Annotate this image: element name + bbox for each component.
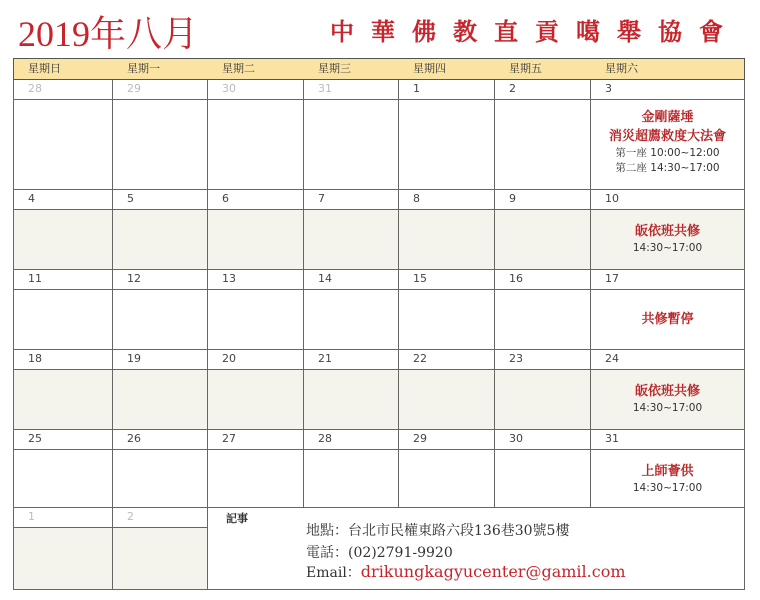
day-cell[interactable] — [207, 190, 303, 270]
day-number: 11 — [28, 272, 42, 285]
calendar-grid — [13, 58, 745, 590]
day-number: 3 — [605, 82, 612, 95]
calendar-header — [0, 0, 760, 56]
day-content — [14, 528, 112, 589]
day-number: 28 — [318, 432, 332, 445]
day-number: 17 — [605, 272, 619, 285]
phone-line — [306, 542, 453, 562]
day-cell[interactable] — [590, 270, 745, 350]
date-row — [399, 350, 494, 370]
date-row — [399, 80, 494, 100]
date-row — [591, 80, 744, 100]
day-cell[interactable] — [112, 270, 207, 350]
month-title: 2019年八月 — [18, 14, 199, 54]
day-content — [14, 450, 112, 507]
day-cell[interactable] — [590, 80, 745, 190]
day-content — [495, 100, 590, 189]
day-cell[interactable] — [207, 80, 303, 190]
weekday-header: 星期四 — [413, 62, 446, 75]
event-time: 14:30~17:00 — [632, 242, 703, 254]
email-label: Email： — [306, 565, 361, 581]
phone-value: (02)2791-9920 — [348, 545, 453, 561]
day-cell[interactable] — [303, 190, 398, 270]
day-content — [399, 100, 494, 189]
event-title: 皈依班共修 — [634, 224, 700, 239]
day-cell[interactable] — [398, 350, 494, 430]
day-content — [208, 100, 303, 189]
date-row — [495, 190, 590, 210]
day-content — [208, 370, 303, 429]
day-content — [495, 290, 590, 349]
day-number: 27 — [222, 432, 236, 445]
day-cell[interactable] — [112, 430, 207, 508]
day-number: 1 — [413, 82, 420, 95]
day-cell[interactable] — [13, 350, 112, 430]
event-time: 14:30~17:00 — [632, 402, 703, 414]
day-content — [495, 210, 590, 269]
date-row — [304, 80, 398, 100]
day-cell[interactable] — [494, 350, 590, 430]
weekday-header: 星期一 — [127, 62, 160, 75]
date-row — [399, 270, 494, 290]
email-link[interactable]: drikungkagyucenter@gamil.com — [360, 562, 626, 581]
day-content — [208, 290, 303, 349]
calendar-event[interactable] — [591, 310, 744, 329]
day-cell[interactable] — [207, 350, 303, 430]
day-content — [304, 290, 398, 349]
day-cell[interactable] — [13, 270, 112, 350]
day-content — [304, 450, 398, 507]
weekday-header-row — [13, 58, 745, 80]
date-row — [495, 80, 590, 100]
day-content — [208, 450, 303, 507]
day-number: 18 — [28, 352, 42, 365]
day-number: 26 — [127, 432, 141, 445]
day-number: 10 — [605, 192, 619, 205]
day-number: 2 — [127, 510, 134, 523]
day-number: 21 — [318, 352, 332, 365]
organization-name: 中華佛教直貢噶舉協會 — [330, 17, 740, 46]
calendar-week-row — [13, 508, 745, 590]
day-content — [304, 370, 398, 429]
day-number: 16 — [509, 272, 523, 285]
calendar-week-row — [13, 350, 745, 430]
day-number: 31 — [605, 432, 619, 445]
notes-panel — [207, 508, 745, 590]
day-cell[interactable] — [303, 350, 398, 430]
date-row — [113, 350, 207, 370]
day-cell[interactable] — [112, 508, 207, 590]
date-row — [304, 430, 398, 450]
day-number: 24 — [605, 352, 619, 365]
date-row — [591, 350, 744, 370]
day-number: 6 — [222, 192, 229, 205]
day-content — [14, 100, 112, 189]
date-row — [495, 430, 590, 450]
calendar-week-row — [13, 80, 745, 190]
day-number: 5 — [127, 192, 134, 205]
day-cell[interactable] — [13, 430, 112, 508]
date-row — [591, 270, 744, 290]
calendar-week-row — [13, 430, 745, 508]
notes-label: 記事 — [226, 512, 248, 525]
day-number: 29 — [127, 82, 141, 95]
day-cell[interactable] — [590, 430, 745, 508]
date-row — [208, 430, 303, 450]
day-cell[interactable] — [112, 350, 207, 430]
event-title: 消災超薦救度大法會 — [608, 129, 726, 144]
date-row — [14, 270, 112, 290]
day-number: 4 — [28, 192, 35, 205]
date-row — [591, 430, 744, 450]
date-row — [113, 80, 207, 100]
email-line — [306, 562, 626, 582]
weekday-header: 星期六 — [605, 62, 638, 75]
date-row — [495, 350, 590, 370]
day-content — [591, 210, 744, 269]
day-content — [113, 100, 207, 189]
day-cell[interactable] — [494, 430, 590, 508]
date-row — [208, 80, 303, 100]
day-content — [591, 450, 744, 507]
day-cell[interactable] — [398, 270, 494, 350]
date-row — [591, 190, 744, 210]
event-title: 皈依班共修 — [634, 384, 700, 399]
calendar-week-row — [13, 190, 745, 270]
day-content — [495, 370, 590, 429]
day-cell[interactable] — [303, 270, 398, 350]
day-cell[interactable] — [13, 508, 112, 590]
day-number: 30 — [509, 432, 523, 445]
day-content — [399, 370, 494, 429]
address-value: 台北市民權東路六段136巷30號5樓 — [348, 523, 570, 539]
day-cell[interactable] — [494, 80, 590, 190]
address-line — [306, 520, 569, 540]
event-title: 金剛薩埵 — [641, 110, 694, 125]
day-number: 14 — [318, 272, 332, 285]
date-row — [304, 190, 398, 210]
day-cell[interactable] — [398, 80, 494, 190]
day-cell[interactable] — [494, 270, 590, 350]
date-row — [14, 190, 112, 210]
day-number: 23 — [509, 352, 523, 365]
date-row — [399, 190, 494, 210]
day-content — [14, 290, 112, 349]
day-content — [304, 210, 398, 269]
event-time: 第一座 10:00~12:00 — [615, 147, 720, 159]
day-content — [14, 370, 112, 429]
day-cell[interactable] — [207, 430, 303, 508]
day-content — [399, 210, 494, 269]
date-row — [304, 350, 398, 370]
day-content — [495, 450, 590, 507]
date-row — [208, 190, 303, 210]
day-number: 19 — [127, 352, 141, 365]
weekday-header: 星期五 — [509, 62, 542, 75]
day-number: 30 — [222, 82, 236, 95]
day-number: 28 — [28, 82, 42, 95]
phone-label: 電話： — [306, 545, 348, 561]
event-time: 第二座 14:30~17:00 — [615, 162, 720, 174]
event-title: 上師薈供 — [641, 464, 694, 479]
day-number: 25 — [28, 432, 42, 445]
day-content — [399, 290, 494, 349]
day-content — [399, 450, 494, 507]
day-number: 31 — [318, 82, 332, 95]
day-number: 1 — [28, 510, 35, 523]
day-content — [14, 210, 112, 269]
date-row — [14, 350, 112, 370]
day-cell[interactable] — [494, 190, 590, 270]
date-row — [495, 270, 590, 290]
date-row — [14, 508, 112, 528]
day-number: 9 — [509, 192, 516, 205]
date-row — [113, 430, 207, 450]
day-number: 8 — [413, 192, 420, 205]
day-number: 20 — [222, 352, 236, 365]
day-content — [113, 450, 207, 507]
weekday-header: 星期日 — [28, 62, 61, 75]
calendar-event[interactable] — [591, 108, 744, 176]
day-number: 15 — [413, 272, 427, 285]
day-cell[interactable] — [303, 80, 398, 190]
day-content — [304, 100, 398, 189]
calendar-week-row — [13, 270, 745, 350]
day-cell[interactable] — [398, 190, 494, 270]
address-label: 地點： — [306, 523, 348, 539]
date-row — [113, 270, 207, 290]
event-time: 14:30~17:00 — [632, 482, 703, 494]
day-content — [591, 100, 744, 189]
calendar-event[interactable] — [591, 382, 744, 416]
weekday-header: 星期二 — [222, 62, 255, 75]
date-row — [113, 508, 207, 528]
date-row — [208, 350, 303, 370]
date-row — [113, 190, 207, 210]
date-row — [14, 430, 112, 450]
day-content — [591, 290, 744, 349]
day-cell[interactable] — [112, 190, 207, 270]
date-row — [304, 270, 398, 290]
day-content — [591, 370, 744, 429]
day-cell[interactable] — [303, 430, 398, 508]
date-row — [208, 270, 303, 290]
date-row — [399, 430, 494, 450]
day-cell[interactable] — [207, 270, 303, 350]
day-number: 29 — [413, 432, 427, 445]
day-number: 13 — [222, 272, 236, 285]
day-cell[interactable] — [112, 80, 207, 190]
calendar-event[interactable] — [591, 222, 744, 256]
day-number: 12 — [127, 272, 141, 285]
day-content — [113, 290, 207, 349]
weekday-header: 星期三 — [318, 62, 351, 75]
date-row — [14, 80, 112, 100]
day-cell[interactable] — [398, 430, 494, 508]
day-cell[interactable] — [13, 80, 112, 190]
calendar-event[interactable] — [591, 462, 744, 496]
event-title: 共修暫停 — [641, 312, 694, 327]
day-cell[interactable] — [590, 350, 745, 430]
day-number: 2 — [509, 82, 516, 95]
day-number: 7 — [318, 192, 325, 205]
day-content — [113, 210, 207, 269]
day-cell[interactable] — [590, 190, 745, 270]
day-number: 22 — [413, 352, 427, 365]
day-content — [208, 210, 303, 269]
day-content — [113, 370, 207, 429]
day-cell[interactable] — [13, 190, 112, 270]
day-content — [113, 528, 207, 589]
